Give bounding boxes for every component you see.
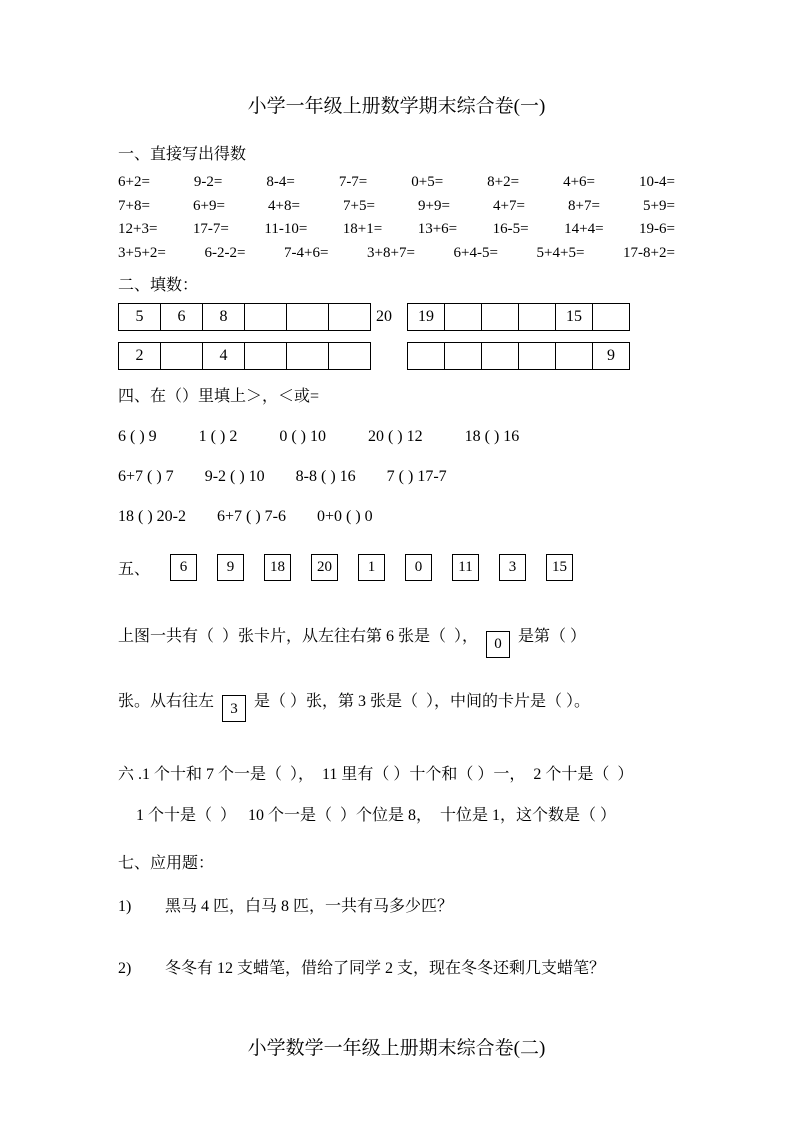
arith-problem: 17-7= bbox=[192, 221, 229, 237]
problem-number: 1) bbox=[118, 898, 132, 915]
problem-text: 黑马 4 匹，白马 8 匹，一共有马多少匹？ bbox=[165, 898, 454, 915]
fill-cell bbox=[245, 304, 287, 331]
section1-heading: 一、直接写出得数 bbox=[118, 146, 247, 163]
compare-item: 0+0 ( ) 0 bbox=[317, 508, 373, 525]
fill-cell: 15 bbox=[556, 304, 593, 331]
arith-problem: 7+8= bbox=[118, 197, 150, 214]
fill-cell: 4 bbox=[203, 343, 245, 370]
arith-problem: 8+2= bbox=[487, 174, 520, 190]
fill-cell bbox=[287, 304, 329, 331]
para-text: 是（ ）张，第 3 张是（ ），中间的卡片是（ ）。 bbox=[254, 692, 591, 710]
number-card: 18 bbox=[264, 554, 291, 581]
problem-item-1 bbox=[118, 896, 675, 918]
arith-problem: 19-6= bbox=[639, 221, 675, 237]
fill-table-left-1 bbox=[118, 303, 371, 331]
fill-table-left-2 bbox=[118, 342, 371, 370]
compare-item: 6 ( ) 9 bbox=[118, 428, 157, 445]
para-text: 张。从右往左 bbox=[118, 692, 215, 710]
arith-problem: 7-7= bbox=[338, 174, 368, 190]
compare-item: 9-2 ( ) 10 bbox=[204, 468, 265, 485]
fill-cell bbox=[161, 343, 203, 370]
arith-problem: 5+4+5= bbox=[536, 244, 585, 261]
number-card: 1 bbox=[358, 554, 385, 581]
fill-cell: 6 bbox=[161, 304, 203, 331]
number-card: 6 bbox=[170, 554, 197, 581]
fill-cell bbox=[445, 343, 482, 370]
compare-item: 6+7 ( ) 7-6 bbox=[216, 508, 286, 525]
arith-problem: 6+4-5= bbox=[453, 244, 498, 261]
compare-item: 18 ( ) 16 bbox=[464, 428, 520, 445]
arith-problem: 4+8= bbox=[268, 197, 300, 214]
fill-table-right-2 bbox=[407, 342, 630, 370]
page-title: 小学一年级上册数学期末综合卷(一) bbox=[247, 96, 546, 117]
fill-cell: 5 bbox=[119, 304, 161, 331]
arith-problem: 7+5= bbox=[343, 197, 375, 214]
arith-row-1 bbox=[118, 171, 675, 195]
sec5-paragraph-2 bbox=[118, 688, 675, 723]
fill-cell bbox=[329, 304, 371, 331]
arith-problem: 11-10= bbox=[264, 221, 308, 237]
arith-problem: 17-8+2= bbox=[623, 244, 675, 261]
arith-problem: 6+2= bbox=[118, 174, 150, 190]
arith-problem: 6+9= bbox=[193, 197, 225, 214]
section6-line-2: 1 个十是（ ） 10 个一是（ ）个位是 8， 十位是 1，这个数是（ ） bbox=[136, 807, 617, 824]
fill-cell bbox=[482, 343, 519, 370]
fill-cell bbox=[556, 343, 593, 370]
number-card: 9 bbox=[217, 554, 244, 581]
arith-problem: 8+7= bbox=[568, 197, 600, 214]
number-card: 15 bbox=[546, 554, 573, 581]
arithmetic-section bbox=[118, 171, 675, 265]
problem-text: 冬冬有 12 支蜡笔，借给了同学 2 支，现在冬冬还剩几支蜡笔？ bbox=[165, 960, 606, 977]
compare-row-3 bbox=[118, 507, 675, 527]
compare-item: 8-8 ( ) 16 bbox=[295, 468, 356, 485]
arith-problem: 4+7= bbox=[493, 197, 525, 214]
problem-number: 2) bbox=[118, 960, 132, 977]
section2-heading: 二、填数： bbox=[118, 277, 199, 294]
section7-heading: 七、应用题： bbox=[118, 855, 215, 872]
number-card: 20 bbox=[311, 554, 338, 581]
fill-row-1 bbox=[118, 303, 675, 331]
fill-cell: 9 bbox=[593, 343, 630, 370]
arith-problem: 12+3= bbox=[118, 221, 158, 237]
compare-item: 6+7 ( ) 7 bbox=[118, 468, 174, 485]
fill-cell bbox=[287, 343, 329, 370]
between-spacer bbox=[371, 342, 407, 370]
fill-cell bbox=[593, 304, 630, 331]
arith-problem: 5+9= bbox=[643, 197, 675, 214]
para-text: 上图一共有（ ）张卡片，从左往右第 6 张是（ ）， bbox=[118, 628, 479, 645]
card-row bbox=[118, 554, 675, 581]
compare-item: 18 ( ) 20-2 bbox=[118, 508, 186, 525]
compare-item: 1 ( ) 2 bbox=[198, 428, 238, 445]
number-card: 0 bbox=[405, 554, 432, 581]
compare-item: 0 ( ) 10 bbox=[279, 428, 326, 445]
fill-cell bbox=[245, 343, 287, 370]
section6-line-1: 六 .1 个十和 7 个一是（ ）， 11 里有（ ）十个和（ ）一， 2 个十是（ ） bbox=[118, 766, 634, 783]
arith-problem: 0+5= bbox=[411, 174, 444, 190]
arith-problem: 7-4+6= bbox=[284, 244, 329, 261]
arith-problem: 4+6= bbox=[563, 174, 595, 190]
section5-label: 五、 bbox=[118, 561, 151, 578]
compare-row-2 bbox=[118, 467, 675, 487]
problem-item-2 bbox=[118, 958, 675, 980]
fill-cell: 8 bbox=[203, 304, 245, 331]
fill-cell: 2 bbox=[119, 343, 161, 370]
arith-problem: 3+8+7= bbox=[367, 244, 415, 261]
arith-row-2 bbox=[118, 195, 675, 219]
arith-problem: 10-4= bbox=[638, 174, 675, 190]
arith-problem: 9+9= bbox=[418, 197, 450, 214]
boxed-number-0: 0 bbox=[486, 631, 510, 658]
number-card: 3 bbox=[499, 554, 526, 581]
fill-cell: 19 bbox=[408, 304, 445, 331]
arith-problem: 13+6= bbox=[417, 221, 458, 237]
fill-cell bbox=[445, 304, 482, 331]
arith-problem: 14+4= bbox=[564, 221, 604, 237]
para-text: 是第（ ） bbox=[518, 628, 587, 645]
between-label: 20 bbox=[376, 308, 392, 325]
section4-heading: 四、在（）里填上＞，＜或= bbox=[118, 388, 320, 405]
boxed-number-3: 3 bbox=[222, 695, 246, 722]
page-title-bottom: 小学数学一年级上册期末综合卷(二) bbox=[247, 1038, 546, 1059]
arith-problem: 9-2= bbox=[193, 174, 223, 190]
arith-problem: 18+1= bbox=[342, 221, 383, 237]
arith-problem: 16-5= bbox=[492, 221, 529, 237]
arith-problem: 6-2-2= bbox=[204, 244, 246, 261]
fill-table-right-1 bbox=[407, 303, 630, 331]
fill-row-2 bbox=[118, 342, 675, 370]
arith-row-4 bbox=[118, 242, 675, 266]
fill-cell bbox=[519, 304, 556, 331]
arith-problem: 8-4= bbox=[266, 174, 295, 190]
compare-item: 20 ( ) 12 bbox=[367, 428, 423, 445]
fill-cell bbox=[519, 343, 556, 370]
compare-item: 7 ( ) 17-7 bbox=[386, 468, 447, 485]
fill-cell bbox=[408, 343, 445, 370]
arith-row-3 bbox=[118, 218, 675, 242]
compare-row-1 bbox=[118, 427, 675, 447]
number-card: 11 bbox=[452, 554, 479, 581]
fill-cell bbox=[482, 304, 519, 331]
arith-problem: 3+5+2= bbox=[118, 244, 166, 261]
sec5-paragraph-1 bbox=[118, 623, 675, 658]
fill-cell bbox=[329, 343, 371, 370]
